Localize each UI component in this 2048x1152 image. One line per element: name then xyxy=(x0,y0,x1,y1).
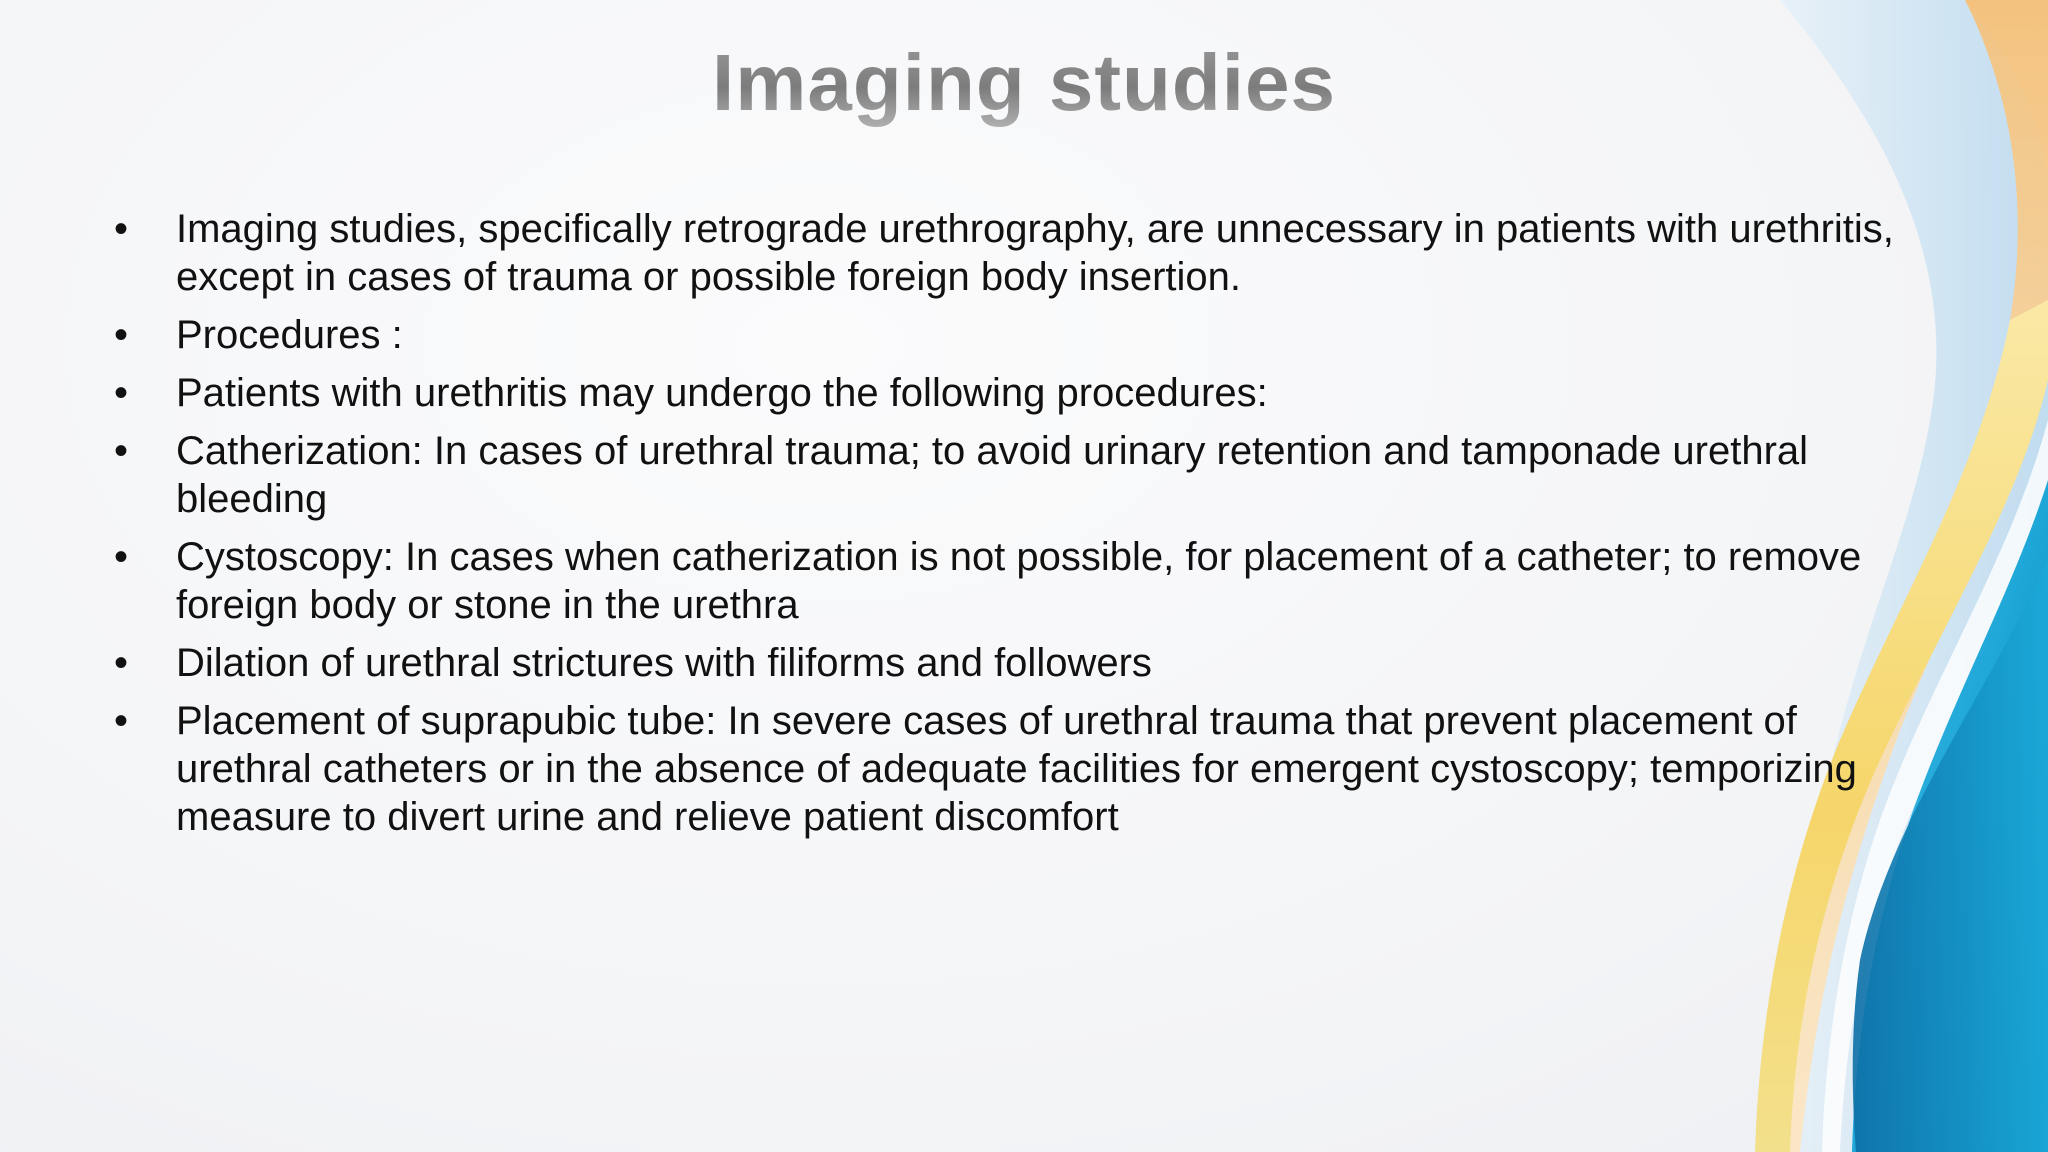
bullet-item xyxy=(114,205,1934,301)
bullet-text: Placement of suprapubic tube: In severe cases of urethral trauma that prevent placement of urethral catheters or in the absence of adequate facilities for emergent cystoscopy; temporizing measure to divert urine and relieve patient discomfort xyxy=(176,699,1857,839)
bullet-text: Patients with urethritis may undergo the following procedures: xyxy=(176,371,1268,415)
bullet-dot: • xyxy=(114,429,129,473)
bullet-item xyxy=(114,427,1934,523)
bullet-dot: • xyxy=(114,641,129,685)
bullet-text: Catherization: In cases of urethral trauma; to avoid urinary retention and tamponade urethral bleeding xyxy=(176,429,1809,521)
bullet-dot: • xyxy=(114,313,129,357)
bullet-item xyxy=(114,533,1934,629)
bullet-text: Imaging studies, specifically retrograde urethrography, are unnecessary in patients with urethritis, except in cases of trauma or possible foreign body insertion. xyxy=(176,207,1894,299)
bullet-dot: • xyxy=(114,699,129,743)
bullet-dot: • xyxy=(114,535,129,579)
bullet-dot: • xyxy=(114,371,129,415)
bullet-item xyxy=(114,369,1934,417)
bullet-item xyxy=(114,697,1934,841)
bullet-text: Cystoscopy: In cases when catherization is not possible, for placement of a catheter; to remove foreign body or stone in the urethra xyxy=(176,535,1862,627)
bullet-text: Procedures : xyxy=(176,313,403,357)
slide-title: Imaging studies xyxy=(0,38,2048,128)
bullet-item xyxy=(114,311,1934,359)
bullet-list xyxy=(114,205,1934,851)
bullet-dot: • xyxy=(114,207,129,251)
bullet-item xyxy=(114,639,1934,687)
bullet-text: Dilation of urethral strictures with filiforms and followers xyxy=(176,641,1152,685)
